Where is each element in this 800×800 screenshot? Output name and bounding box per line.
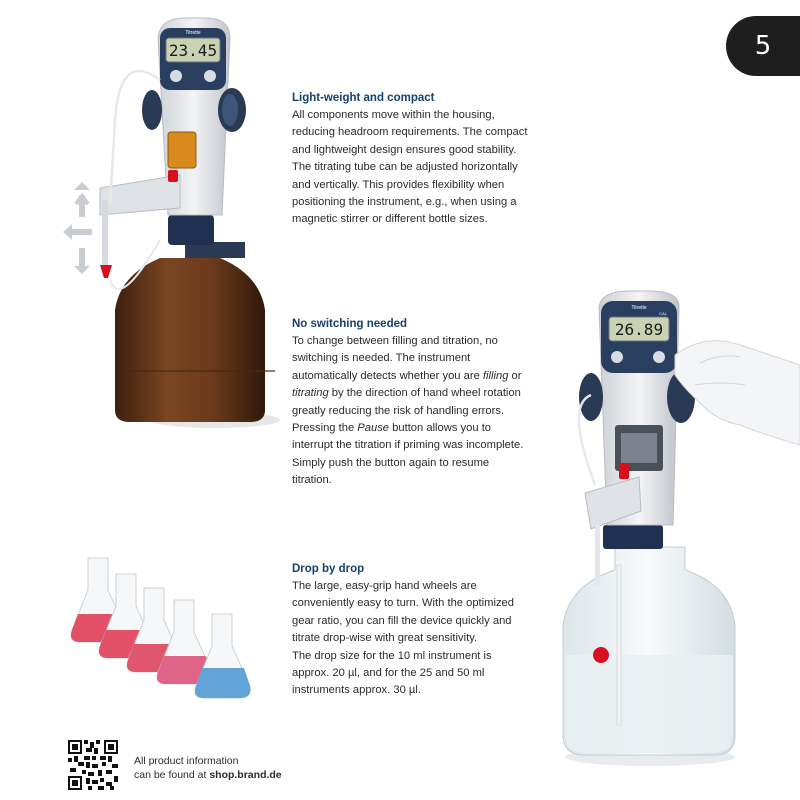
section-no-switching	[292, 316, 532, 490]
erlenmeyer-flasks-image	[70, 550, 270, 720]
section-body: All components move within the housing, reducing headroom requirements. The compact and lightweight design ensures good stability. The titrating tube can be adjusted horizontally and vertically. This provides flexibility when positioning the instrument, e.g., when using a magnetic stirrer or different bottle sizes.	[292, 109, 528, 226]
footer-line-1: All product information	[134, 755, 239, 767]
section-body: The large, easy-grip hand wheels are conveniently easy to turn. With the optimized gear ratio, you can fill the device quickly and titrate drop-wise with great sensitivity.	[292, 580, 514, 645]
shop-link[interactable]: shop.brand.de	[209, 769, 282, 781]
section-title: Light-weight and compact	[292, 92, 435, 104]
titrette-clear-bottle-image	[555, 285, 800, 770]
section-body-2: The drop size for the 10 ml instrument is approx. 20 µl, and for the 25 and 50 ml instruments approx. 30 µl.	[292, 649, 492, 697]
section-title: Drop by drop	[292, 563, 365, 575]
page-number-tab	[726, 16, 800, 76]
footer-line-2: can be found at shop.brand.de	[134, 769, 282, 781]
display-reading-top: 23.45	[168, 41, 218, 60]
section-light-weight	[292, 90, 532, 229]
page-number: 5	[754, 31, 772, 61]
display-reading-right: 26.89	[614, 320, 664, 339]
device-brand-right: Titrette	[631, 305, 647, 311]
footer-note	[134, 754, 282, 782]
device-cal-label: CAL	[659, 311, 667, 316]
titrette-amber-bottle-image	[60, 10, 285, 435]
device-brand-top: Titrette	[185, 30, 201, 36]
qr-code[interactable]	[68, 740, 118, 790]
section-title: No switching needed	[292, 318, 408, 330]
section-body: To change between filling and titration, no switching is needed. The instrument automatically detects whether you are filling or titrating by the direction of hand wheel rotation greatly reducing the risk of handling errors. Pressing the Pause button allows you to interrupt the titration if priming was incomplete. Simply push the button again to resume titration.	[292, 335, 524, 487]
section-drop-by-drop	[292, 561, 532, 700]
